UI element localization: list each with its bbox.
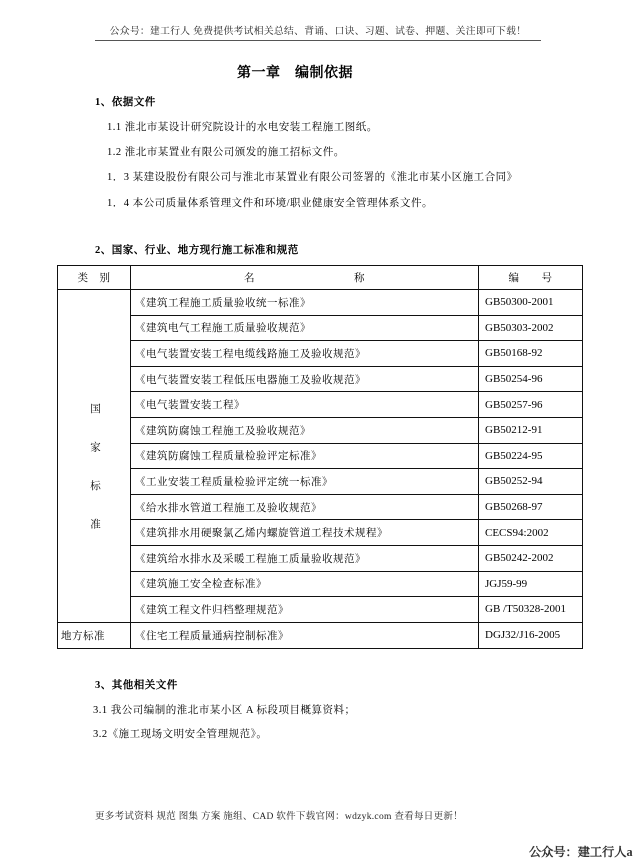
standard-name-cell: 《建筑防腐蚀工程施工及验收规范》 [131, 417, 479, 443]
standard-name-cell: 《住宅工程质量通病控制标准》 [131, 622, 479, 648]
standard-name-cell: 《建筑工程文件归档整理规范》 [131, 597, 479, 623]
standard-name-cell: 《给水排水管道工程施工及验收规范》 [131, 494, 479, 520]
table-row [58, 494, 583, 520]
standard-code-cell: GB50212-91 [479, 417, 583, 443]
standard-code-cell: GB50168-92 [479, 341, 583, 367]
standard-code-cell: GB50254-96 [479, 366, 583, 392]
standard-name-cell: 《电气装置安装工程电缆线路施工及验收规范》 [131, 341, 479, 367]
table-row [58, 443, 583, 469]
table-row [58, 520, 583, 546]
other-document-item: 3.1 我公司编制的淮北市某小区 A 标段项目概算资料； [93, 705, 356, 716]
section-heading-standards: 2、国家、行业、地方现行施工标准和规范 [95, 245, 299, 256]
table-row [58, 571, 583, 597]
table-row [58, 290, 583, 316]
standard-code-cell: CECS94:2002 [479, 520, 583, 546]
standard-code-cell: GB50224-95 [479, 443, 583, 469]
table-row [58, 366, 583, 392]
standard-code-cell: GB50303-2002 [479, 315, 583, 341]
standard-name-cell: 《建筑排水用硬聚氯乙烯内螺旋管道工程技术规程》 [131, 520, 479, 546]
category-label-national: 国家标准 [89, 403, 100, 557]
other-document-item: 3.2《施工现场文明安全管理规范》。 [93, 729, 268, 740]
table-row [58, 417, 583, 443]
column-header-code: 编 号 [479, 266, 583, 290]
standard-name-cell: 《工业安装工程质量检验评定统一标准》 [131, 469, 479, 495]
section-heading-other-documents: 3、其他相关文件 [95, 680, 178, 691]
table-row [58, 597, 583, 623]
header-notice: 公众号：建工行人 免费提供考试相关总结、背诵、口诀、习题、试卷、押题、关注即可下载！ [109, 26, 527, 37]
standard-name-cell: 《建筑防腐蚀工程质量检验评定标准》 [131, 443, 479, 469]
table-row [58, 622, 583, 648]
standard-code-cell: GB50268-97 [479, 494, 583, 520]
standard-code-cell: GB50242-2002 [479, 545, 583, 571]
standard-code-cell: JGJ59-99 [479, 571, 583, 597]
standard-name-cell: 《建筑电气工程施工质量验收规范》 [131, 315, 479, 341]
standard-code-cell: GB50252-94 [479, 469, 583, 495]
basis-item: 1．4 本公司质量体系管理文件和环境/职业健康安全管理体系文件。 [107, 198, 434, 209]
header-divider [95, 40, 541, 41]
basis-item: 1．3 某建设股份有限公司与淮北市某置业有限公司签署的《淮北市某小区施工合同》 [107, 172, 518, 183]
basis-item: 1.2 淮北市某置业有限公司颁发的施工招标文件。 [107, 147, 345, 158]
standard-code-cell: GB50300-2001 [479, 290, 583, 316]
footer-note: 更多考试资料 规范 图集 方案 施组、CAD 软件下载官网：wdzyk.com 查看每日更新！ [95, 812, 463, 822]
watermark: 公众号：建工行人a [529, 845, 633, 859]
standard-name-cell: 《建筑施工安全检查标准》 [131, 571, 479, 597]
standard-code-cell: GB50257-96 [479, 392, 583, 418]
standard-name-cell: 《电气装置安装工程低压电器施工及验收规范》 [131, 366, 479, 392]
standard-name-cell: 《建筑工程施工质量验收统一标准》 [131, 290, 479, 316]
table-row [58, 341, 583, 367]
column-header-name: 名 称 [131, 266, 479, 290]
table-row [58, 545, 583, 571]
standard-code-cell: GB /T50328-2001 [479, 597, 583, 623]
table-row [58, 392, 583, 418]
standard-name-cell: 《建筑给水排水及采暖工程施工质量验收规范》 [131, 545, 479, 571]
basis-item: 1.1 淮北市某设计研究院设计的水电安装工程施工图纸。 [107, 122, 378, 133]
chapter-title: 第一章 编制依据 [237, 66, 353, 81]
table-row [58, 315, 583, 341]
standard-code-cell: DGJ32/J16-2005 [479, 622, 583, 648]
category-cell-national [58, 290, 131, 623]
table-header-row [58, 266, 583, 290]
category-cell-local: 地方标准 [58, 622, 131, 648]
standards-table [57, 265, 583, 649]
standard-name-cell: 《电气装置安装工程》 [131, 392, 479, 418]
section-heading-basis-documents: 1、依据文件 [95, 97, 156, 108]
column-header-category: 类 别 [58, 266, 131, 290]
table-row [58, 469, 583, 495]
